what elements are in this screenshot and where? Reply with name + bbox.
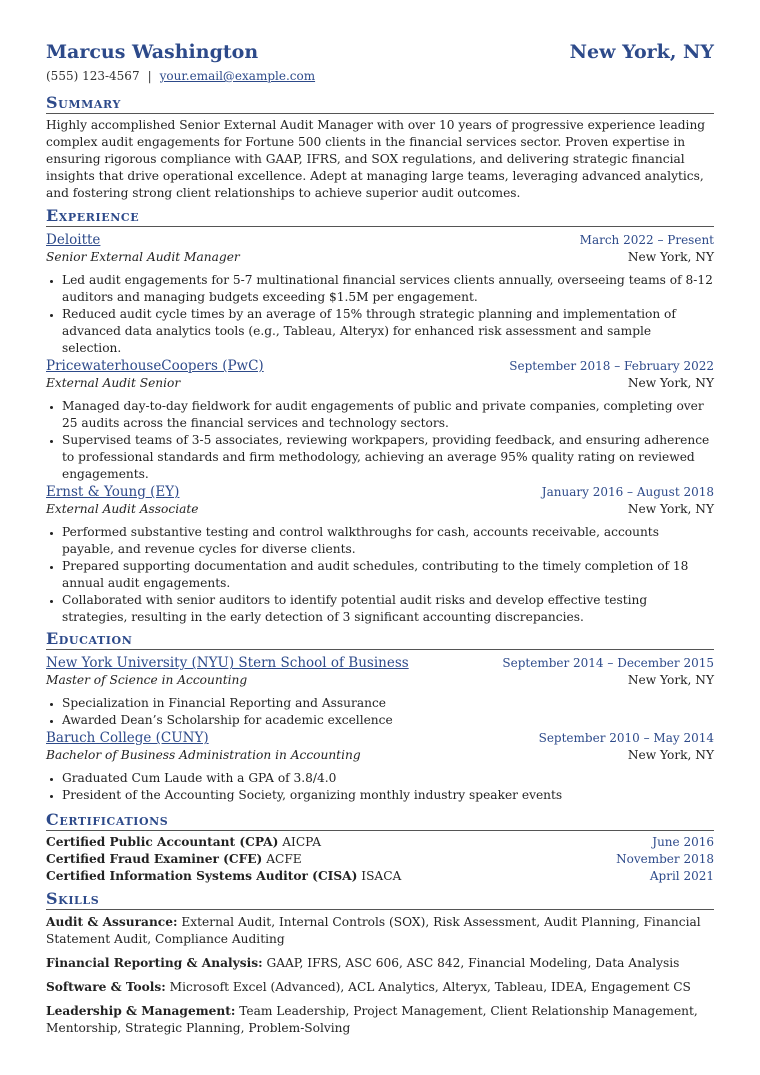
job-location: New York, NY [627,250,714,264]
bullet-list [46,398,714,483]
skill-category: Leadership & Management: [46,1004,236,1018]
employment-dates: September 2018 – February 2022 [509,359,714,373]
skill-row [46,914,714,948]
section-title-skills: Skills [46,890,714,910]
bullet-item: • Managed day-to-day fieldwork for audit engagements of public and private companies, completing over 25 audits across the financial services and technology sectors. [62,398,714,432]
certification-issuer: ACFE [266,852,302,866]
employment-dates: March 2022 – Present [579,233,714,247]
certification-name: Certified Fraud Examiner (CFE) [46,852,263,866]
skill-row [46,979,714,996]
experience-section [46,207,714,626]
resume-page [46,0,714,1037]
bullet-item: • Prepared supporting documentation and audit schedules, contributing to the timely completion of 18 annual audit engagements. [62,558,714,592]
degree-name: Bachelor of Business Administration in Accounting [46,748,361,762]
bullet-item: • Collaborated with senior auditors to identify potential audit risks and develop effective testing strategies, resulting in the early detection of 3 significant accounting discrepancies. [62,592,714,626]
summary-text: Highly accomplished Senior External Audit Manager with over 10 years of progressive experience leading complex audit engagements for Fortune 500 clients in the financial services sector. Proven expertise in ensuring rigorous compliance with GAAP, IFRS, and SOX regulations, and delivering strategic financial insights that drive operational excellence. Adept at managing large teams, leveraging advanced analytics, and fostering strong client relationships to achieve superior audit outcomes. [46,118,706,200]
degree-name: Master of Science in Accounting [46,673,248,687]
email-link[interactable]: your.email@example.com [159,69,316,83]
skill-category: Audit & Assurance: [46,915,178,929]
education-section [46,630,714,804]
certification-row [46,834,714,851]
experience-entry [46,483,714,626]
experience-entry [46,231,714,357]
employer-name[interactable]: Deloitte [46,232,101,248]
certification-date: April 2021 [649,869,714,883]
employment-dates: January 2016 – August 2018 [541,485,714,499]
certification-issuer: ISACA [361,869,402,883]
school-name[interactable]: New York University (NYU) Stern School of Business [46,655,409,671]
employer-name[interactable]: PricewaterhouseCoopers (PwC) [46,358,264,374]
job-title: External Audit Associate [46,502,199,516]
bullet-item: • Specialization in Financial Reporting and Assurance [62,695,714,712]
section-title-education: Education [46,630,714,650]
job-title: Senior External Audit Manager [46,250,240,264]
bullet-item: • Performed substantive testing and control walkthroughs for cash, accounts receivable, accounts payable, and revenue cycles for diverse clients. [62,524,714,558]
skill-row [46,955,714,972]
bullet-item: • President of the Accounting Society, organizing monthly industry speaker events [62,787,714,804]
candidate-location: New York, NY [569,41,714,63]
job-location: New York, NY [627,376,714,390]
bullet-item: • Led audit engagements for 5-7 multinational financial services clients annually, overseeing teams of 8-12 auditors and managing budgets exceeding $1.5M per engagement. [62,272,714,306]
certifications-section [46,811,714,885]
certification-name: Certified Information Systems Auditor (CISA) [46,869,358,883]
skill-row [46,1003,714,1037]
education-entry [46,729,714,804]
section-title-summary: Summary [46,94,714,114]
contact-line [46,68,714,85]
bullet-item: • Reduced audit cycle times by an average of 15% through strategic planning and implementation of advanced data analytics tools (e.g., Tableau, Alteryx) for enhanced risk assessment and sample selection. [62,306,714,357]
certification-name: Certified Public Accountant (CPA) [46,835,279,849]
school-location: New York, NY [627,748,714,762]
employer-name[interactable]: Ernst & Young (EY) [46,484,180,500]
job-title: External Audit Senior [46,376,181,390]
bullet-item: • Supervised teams of 3-5 associates, reviewing workpapers, providing feedback, and ensuring adherence to professional standards and firm methodology, achieving an average 95% quality rating on reviewed engagements. [62,432,714,483]
summary-section [46,94,714,202]
bullet-item: • Graduated Cum Laude with a GPA of 3.8/4.0 [62,770,714,787]
skill-list: External Audit, Internal Controls (SOX), Risk Assessment, Audit Planning, Financial Statement Audit, Compliance Auditing [46,915,701,946]
candidate-name: Marcus Washington [46,41,259,63]
phone-number: (555) 123-4567 [46,69,140,83]
skill-list: Microsoft Excel (Advanced), ACL Analytics, Alteryx, Tableau, IDEA, Engagement CS [169,980,691,994]
skill-list: Team Leadership, Project Management, Client Relationship Management, Mentorship, Strategic Planning, Problem-Solving [46,1004,698,1035]
certification-date: June 2016 [652,835,714,849]
certification-issuer: AICPA [282,835,322,849]
certification-row [46,851,714,868]
skill-category: Software & Tools: [46,980,166,994]
skill-category: Financial Reporting & Analysis: [46,956,263,970]
job-location: New York, NY [627,502,714,516]
bullet-list [46,524,714,626]
school-location: New York, NY [627,673,714,687]
education-dates: September 2014 – December 2015 [502,656,714,670]
skill-list: GAAP, IFRS, ASC 606, ASC 842, Financial Modeling, Data Analysis [266,956,680,970]
education-entry [46,654,714,729]
bullet-item: • Awarded Dean’s Scholarship for academic excellence [62,712,714,729]
bullet-list [46,770,714,804]
section-title-experience: Experience [46,207,714,227]
school-name[interactable]: Baruch College (CUNY) [46,730,209,746]
skills-section [46,890,714,1037]
bullet-list [46,695,714,729]
education-dates: September 2010 – May 2014 [538,731,714,745]
bullet-list [46,272,714,357]
contact-separator: | [147,69,152,83]
certification-date: November 2018 [616,852,714,866]
experience-entry [46,357,714,483]
certification-row [46,868,714,885]
resume-header [46,40,714,64]
section-title-certifications: Certifications [46,811,714,831]
